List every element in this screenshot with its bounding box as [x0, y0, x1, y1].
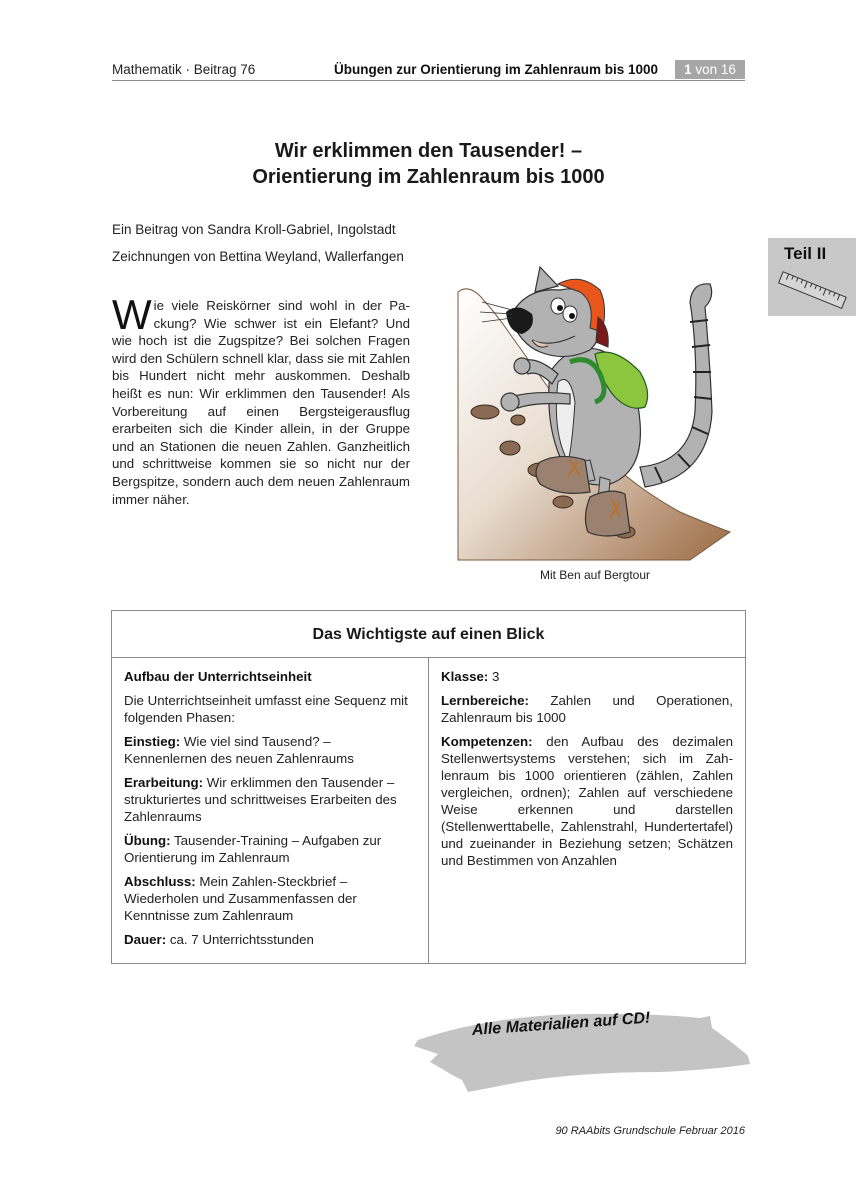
duration-label: Dauer: — [124, 932, 167, 947]
phase-label: Einstieg: — [124, 734, 181, 749]
summary-left-column — [112, 658, 429, 963]
illustrator-line: Zeichnungen von Bettina Weyland, Wallerfangen — [112, 249, 404, 264]
phase-item — [124, 832, 416, 866]
learning-areas-text: Zahlen und Operationen, Zahlenraum bis 1000 — [441, 693, 733, 725]
cat-hiker-illustration — [440, 262, 750, 562]
phase-label: Erarbeitung: — [124, 775, 204, 790]
ruler-icon — [774, 270, 850, 312]
title-line-1: Wir erklimmen den Tausender! – — [274, 140, 583, 162]
summary-right-column — [429, 658, 745, 963]
author-line: Ein Beitrag von Sandra Kroll-Gabriel, Ingolstadt — [112, 222, 396, 237]
header-topic: Übungen zur Orientierung im Zahlenraum bis 1000 — [334, 62, 659, 77]
phase-item — [124, 774, 416, 825]
structure-intro: Die Unterrichtseinheit umfasst eine Sequenz mit folgenden Phasen: — [124, 693, 408, 725]
intro-paragraph — [112, 291, 410, 508]
page-footer: 90 RAAbits Grundschule Februar 2016 — [555, 1125, 745, 1137]
phase-item — [124, 873, 416, 924]
page-indicator — [675, 60, 745, 79]
title-line-2: Orientierung im Zahlenraum bis 1000 — [252, 166, 605, 188]
drop-cap: W — [112, 291, 152, 338]
structure-heading: Aufbau der Unterrichtseinheit — [124, 669, 312, 684]
learning-areas-item — [441, 692, 733, 726]
learning-areas-label: Lernbereiche: — [441, 693, 529, 708]
running-header — [112, 60, 745, 81]
grade-value: 3 — [488, 669, 500, 684]
grade-item — [441, 668, 733, 685]
header-subject: Mathematik · Beitrag 76 — [112, 62, 256, 77]
cd-banner-text: Alle Materialien auf CD! — [471, 1009, 651, 1039]
phase-text: Wir erklimmen den Tausender – strukturiertes und schrittweises Erarbeiten des Zahlenraums — [124, 775, 397, 824]
phase-text: Tausender-Training – Aufgaben zur Orientierung im Zahlenraum — [124, 833, 382, 865]
section-tab — [768, 238, 856, 316]
phase-text: Mein Zahlen-Steckbrief – Wiederholen und Zusammenfassen der Kenntnisse zum Zahlenraum — [124, 874, 357, 923]
duration-text: ca. 7 Unterrichtsstunden — [166, 932, 314, 947]
competencies-label: Kompetenzen: — [441, 734, 533, 749]
section-tab-label: Teil II — [784, 244, 827, 263]
grade-label: Klasse: — [441, 669, 489, 684]
illustration-caption: Mit Ben auf Bergtour — [539, 568, 651, 582]
duration-item — [124, 931, 416, 948]
cat-tail — [640, 284, 712, 487]
page-title — [112, 138, 745, 190]
phase-label: Übung: — [124, 833, 171, 848]
phase-item — [124, 733, 416, 767]
phase-text: Wie viel sind Tausend? – Kennenlernen des neuen Zahlenraums — [124, 734, 354, 766]
intro-text: ie viele Reiskörner sind wohl in der Packung? Wie schwer ist ein Elefant? Und wie hoch ist die Zugspitze? Bei solchen Fragen wird den Schülern schnell klar, dass sie mit Zahlen bis Hundert nicht mehr auskommen. Deshalb heißt es nun: Wir erklimmen den Tausender! Als Vorbereitung auf einen Bergsteigerausflug erarbeiten sich die Kinder allein, in der Gruppe und an Stationen die neuen Zahlen. Ganzheitlich und schrittweise kommen sie so nicht nur der Bergspitze, sondern auch dem neuen Zahlenraum immer näher. — [112, 298, 410, 507]
summary-box — [111, 610, 746, 964]
competencies-text: den Aufbau des dezimalen Stellenwertsystems verstehen; sich im Zahlenraum bis 1000 orientieren (zählen, Zahlen vergleichen, ordnen); Zahlen auf verschiedene Weise erkennen und darstellen (Stellenwerttabelle, Zahlenstrahl, Hundertertafel) und zueinander in Beziehung setzen; Schätzen und Bestimmen von Anzahlen — [441, 734, 733, 868]
boot-back — [585, 491, 630, 536]
summary-box-title: Das Wichtigste auf einen Blick — [112, 611, 745, 658]
phase-label: Abschluss: — [124, 874, 196, 889]
competencies-item — [441, 733, 733, 869]
page-current: 1 — [684, 62, 692, 77]
page-total: von 16 — [691, 62, 736, 77]
